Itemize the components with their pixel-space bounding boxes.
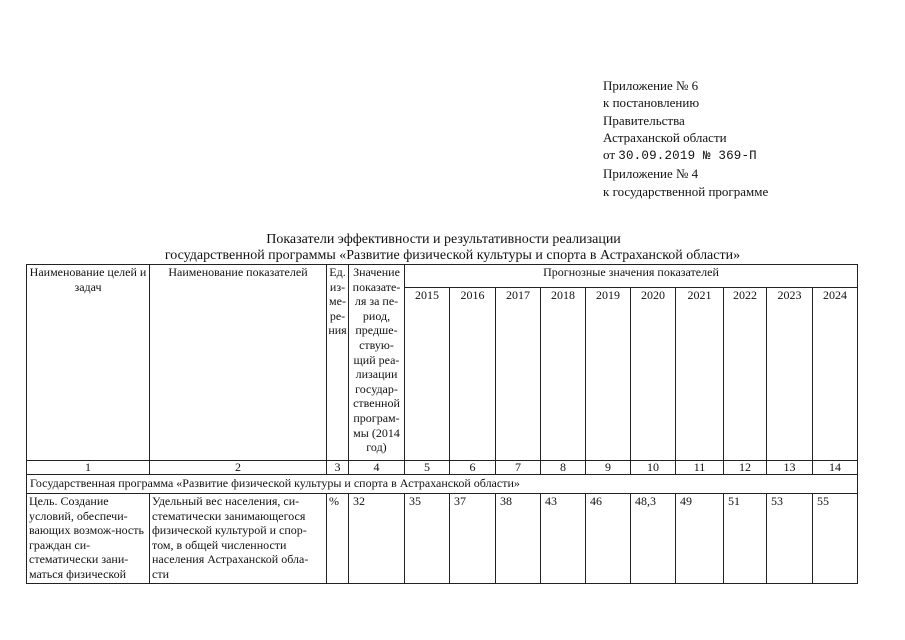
program-row [27,475,858,494]
program-name: Государственная программа «Развитие физической культуры и спорта в Астраханской области» [27,475,858,494]
column-number: 4 [349,461,405,475]
header-year: 2020 [631,288,676,461]
column-numbers-row [27,461,858,475]
table-row [27,494,858,584]
appendix-date-line [603,146,768,165]
forecast-value-cell: 55 [813,494,858,584]
column-number: 10 [631,461,676,475]
appendix-block [603,77,768,200]
header-year: 2017 [496,288,541,461]
column-number: 11 [676,461,724,475]
goal-cell: Цель. Создание условий, обеспечи-вающих возмож-ность граждан си-стематически зани-маться физической [27,494,150,584]
forecast-value-cell: 43 [541,494,586,584]
column-number: 1 [27,461,150,475]
table-header-row [27,265,858,288]
indicators-table [26,264,858,584]
forecast-value-cell: 35 [405,494,450,584]
header-year: 2015 [405,288,450,461]
appendix-date-stamp: 30.09.2019 № 369-П [618,149,757,164]
header-base-value: Значение показате-ля за пе-риод, предше-ствую-щий реа-лизации государ-ственной програм-мы (2014 год) [349,265,405,461]
column-number: 2 [150,461,327,475]
header-year: 2024 [813,288,858,461]
header-year: 2022 [724,288,767,461]
document-subtitle: государственной программы «Развитие физической культуры и спорта в Астраханской области» [164,248,741,263]
column-number: 3 [327,461,349,475]
forecast-value-cell: 38 [496,494,541,584]
column-number: 8 [541,461,586,475]
column-number: 9 [586,461,631,475]
column-number: 7 [496,461,541,475]
forecast-value-cell: 37 [450,494,496,584]
appendix-line: к государственной программе [603,183,769,199]
column-number: 6 [450,461,496,475]
forecast-value-cell: 46 [586,494,631,584]
column-number: 5 [405,461,450,475]
indicator-cell: Удельный вес населения, си-стематически занимающегося физической культурой и спор-том, в общей численности населения Астраханской обла-сти [150,494,327,584]
header-unit: Ед. из-ме-ре-ния [327,265,349,461]
column-number: 13 [767,461,813,475]
forecast-value-cell: 48,3 [631,494,676,584]
unit-cell: % [327,494,349,584]
header-indicators: Наименование показателей [150,265,327,461]
column-number: 12 [724,461,767,475]
header-forecast: Прогнозные значения показателей [405,265,858,288]
base-value-cell: 32 [349,494,405,584]
appendix-line: к постановлению [603,95,700,111]
header-year: 2016 [450,288,496,461]
header-year: 2023 [767,288,813,461]
appendix-line: Приложение № 6 [603,78,699,93]
appendix-line: Астраханской области [603,129,727,145]
header-goals: Наименование целей и задач [27,265,150,461]
appendix-line: Приложение № 4 [603,166,699,182]
forecast-value-cell: 51 [724,494,767,584]
header-year: 2018 [541,288,586,461]
appendix-line: Правительства [603,112,685,128]
appendix-date-prefix: от [603,147,616,163]
header-year: 2021 [676,288,724,461]
forecast-value-cell: 49 [676,494,724,584]
column-number: 14 [813,461,858,475]
document-title: Показатели эффективности и результативности реализации [266,232,621,247]
forecast-value-cell: 53 [767,494,813,584]
header-year: 2019 [586,288,631,461]
